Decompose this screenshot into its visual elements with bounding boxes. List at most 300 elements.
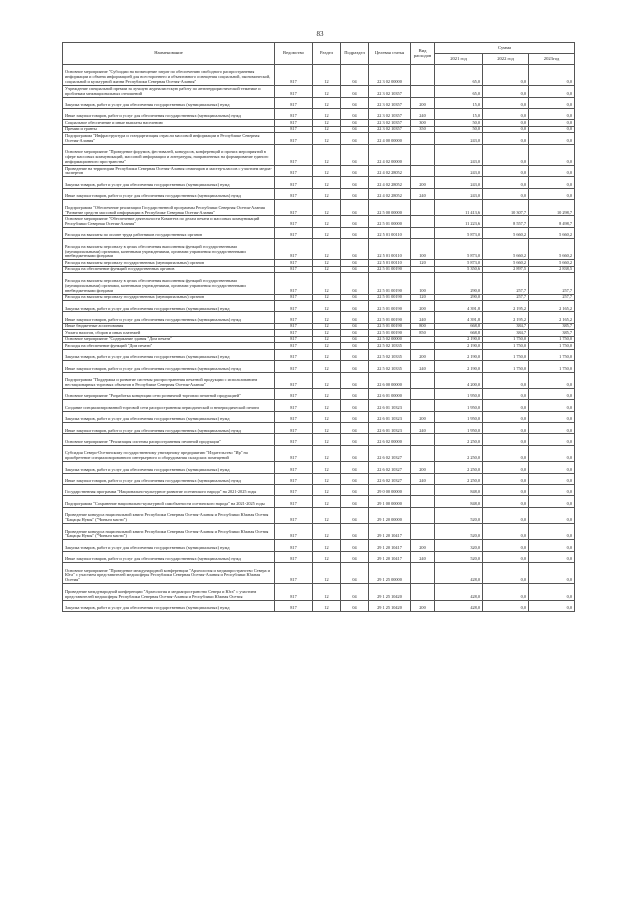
cell-subsection: 04 xyxy=(341,312,369,323)
cell-subsection: 04 xyxy=(341,126,369,133)
cell-expense-type xyxy=(411,584,435,600)
header-target: Целевая статья xyxy=(369,43,411,65)
cell-target: 22 5 02 10335 xyxy=(369,349,411,360)
cell-subsection: 04 xyxy=(341,120,369,127)
cell-section: 12 xyxy=(313,323,341,330)
cell-name: Закупка товаров, работ и услуг для обеспечения государственных (муниципальных) нужд xyxy=(63,349,275,360)
cell-target: 22 5 01 00110 xyxy=(369,260,411,267)
cell-department: 817 xyxy=(275,388,313,399)
cell-expense-type xyxy=(411,144,435,165)
cell-expense-type: 240 xyxy=(411,473,435,484)
cell-2023: 0,0 xyxy=(529,372,575,388)
cell-target: 29 1 20 00000 xyxy=(369,507,411,523)
cell-2021: 1 950,0 xyxy=(435,400,483,411)
cell-name: Подпрограмма "Обеспечение реализации Государственной программы Республики Северная Осетия-Алания "Развитие средств массовой информации в Республике Северная Осетия-Алания" xyxy=(63,200,275,216)
table-row xyxy=(63,372,575,388)
cell-name: Основное мероприятие "Реализация системы распространения печатной продукции" xyxy=(63,434,275,445)
cell-name: Подпрограмма "Сохранение национально-культурной самобытности осетинского народа" на 2021-2025 годы xyxy=(63,496,275,507)
cell-target: 22 5 01 00190 xyxy=(369,330,411,337)
cell-2022: 0,0 xyxy=(483,165,529,176)
cell-section: 12 xyxy=(313,411,341,422)
cell-section: 12 xyxy=(313,260,341,267)
cell-subsection: 04 xyxy=(341,372,369,388)
cell-2023: 0,0 xyxy=(529,144,575,165)
cell-2022: 0,0 xyxy=(483,445,529,461)
cell-expense-type xyxy=(411,200,435,216)
cell-department: 817 xyxy=(275,200,313,216)
cell-expense-type xyxy=(411,216,435,227)
cell-department: 817 xyxy=(275,216,313,227)
cell-name: Основное мероприятие "Обеспечение деятельности Комитета по делам печати и массовых коммуникаций Республики Северная Осетия-Алания" xyxy=(63,216,275,227)
table-row xyxy=(63,462,575,473)
cell-subsection: 04 xyxy=(341,524,369,540)
cell-2023: 1 750,0 xyxy=(529,361,575,372)
cell-target: 22 5 02 10335 xyxy=(369,343,411,350)
cell-2021: 15,0 xyxy=(435,108,483,119)
cell-2022: 0,0 xyxy=(483,65,529,86)
table-row xyxy=(63,86,575,97)
header-year-2022: 2022 год xyxy=(483,54,529,65)
cell-name: Иные бюджетные ассигнования xyxy=(63,323,275,330)
cell-section: 12 xyxy=(313,507,341,523)
table-row xyxy=(63,312,575,323)
cell-department: 817 xyxy=(275,227,313,238)
cell-section: 12 xyxy=(313,312,341,323)
cell-name: Субсидия Северо-Осетинскому государственному унитарному предприятию "Издательство "Ир" на приобретение специализированного интерьерного и оборудования складских помещений xyxy=(63,445,275,461)
header-expense-type: Вид расходов xyxy=(411,43,435,65)
cell-2022: 0,0 xyxy=(483,473,529,484)
cell-department: 817 xyxy=(275,294,313,301)
cell-expense-type: 120 xyxy=(411,260,435,267)
cell-subsection: 04 xyxy=(341,301,369,312)
cell-expense-type: 200 xyxy=(411,349,435,360)
cell-subsection: 04 xyxy=(341,239,369,260)
cell-section: 12 xyxy=(313,120,341,127)
cell-target: 22 5 01 00110 xyxy=(369,227,411,238)
cell-2022: 0,0 xyxy=(483,388,529,399)
cell-2021: 1 950,0 xyxy=(435,411,483,422)
cell-2023: 0,0 xyxy=(529,120,575,127)
cell-section: 12 xyxy=(313,540,341,551)
cell-target: 22 6 02 10327 xyxy=(369,462,411,473)
cell-2022: 0,0 xyxy=(483,86,529,97)
table-row xyxy=(63,551,575,562)
cell-expense-type xyxy=(411,388,435,399)
cell-target: 22 6 02 10327 xyxy=(369,445,411,461)
cell-subsection: 04 xyxy=(341,540,369,551)
cell-department: 817 xyxy=(275,86,313,97)
cell-expense-type: 200 xyxy=(411,301,435,312)
cell-section: 12 xyxy=(313,330,341,337)
cell-section: 12 xyxy=(313,462,341,473)
cell-name: Уплата налогов, сборов и иных платежей xyxy=(63,330,275,337)
cell-2022: 0,0 xyxy=(483,400,529,411)
cell-name: Подпрограмма "Поддержка и развитие системы распространения печатной продукции с использованием нестационарных торговых объектов в Республике Северная Осетия-Алания" xyxy=(63,372,275,388)
cell-department: 817 xyxy=(275,65,313,86)
cell-department: 817 xyxy=(275,336,313,343)
cell-name: Проведение на территории Республики Северная Осетия-Алания семинаров и мастер-классов с участием медиа-экспертов xyxy=(63,165,275,176)
cell-2023: 5 660,2 xyxy=(529,227,575,238)
cell-target: 22 6 01 10323 xyxy=(369,400,411,411)
cell-2021: 11 413,6 xyxy=(435,200,483,216)
cell-section: 12 xyxy=(313,388,341,399)
cell-name: Создание специализированной торговой сети распространения периодической и непериодической печати xyxy=(63,400,275,411)
cell-2022: 8 557,7 xyxy=(483,216,529,227)
cell-2022: 384,7 xyxy=(483,323,529,330)
cell-department: 817 xyxy=(275,301,313,312)
cell-2022: 257,7 xyxy=(483,273,529,294)
cell-subsection: 04 xyxy=(341,423,369,434)
cell-2021: 243,0 xyxy=(435,144,483,165)
cell-expense-type: 100 xyxy=(411,273,435,294)
cell-2022: 2 195,2 xyxy=(483,301,529,312)
cell-name: Иные закупки товаров, работ и услуг для обеспечения государственных (муниципальных) нужд xyxy=(63,188,275,199)
cell-2021: 65,0 xyxy=(435,86,483,97)
cell-subsection: 04 xyxy=(341,294,369,301)
cell-department: 817 xyxy=(275,551,313,562)
cell-2022: 0,0 xyxy=(483,108,529,119)
cell-department: 817 xyxy=(275,473,313,484)
cell-2021: 243,0 xyxy=(435,177,483,188)
cell-section: 12 xyxy=(313,551,341,562)
cell-2021: 848,0 xyxy=(435,484,483,495)
cell-2023: 0,0 xyxy=(529,188,575,199)
cell-2022: 257,7 xyxy=(483,294,529,301)
cell-expense-type: 240 xyxy=(411,551,435,562)
cell-target: 29 1 20 10417 xyxy=(369,551,411,562)
cell-2023: 0,0 xyxy=(529,434,575,445)
cell-target: 22 6 01 10323 xyxy=(369,423,411,434)
cell-department: 817 xyxy=(275,524,313,540)
table-row xyxy=(63,108,575,119)
cell-subsection: 04 xyxy=(341,86,369,97)
cell-target: 22 4 02 28052 xyxy=(369,188,411,199)
cell-subsection: 04 xyxy=(341,323,369,330)
table-row xyxy=(63,445,575,461)
cell-section: 12 xyxy=(313,361,341,372)
cell-2022: 0,0 xyxy=(483,600,529,611)
cell-target: 22 4 02 00000 xyxy=(369,144,411,165)
cell-2021: 290,0 xyxy=(435,294,483,301)
cell-name: Закупка товаров, работ и услуг для обеспечения государственных (муниципальных) нужд xyxy=(63,462,275,473)
cell-subsection: 04 xyxy=(341,273,369,294)
cell-2022: 1 750,0 xyxy=(483,361,529,372)
cell-name: Расходы на выплаты персоналу в целях обеспечения выполнения функций государственными (муниципальными) органами, казенными учреждениями, органами управления государственными внебюджетными фондами xyxy=(63,273,275,294)
cell-department: 817 xyxy=(275,496,313,507)
cell-expense-type: 100 xyxy=(411,239,435,260)
cell-expense-type: 200 xyxy=(411,411,435,422)
cell-2022: 384,7 xyxy=(483,330,529,337)
cell-2021: 428,0 xyxy=(435,600,483,611)
cell-2022: 10 307,7 xyxy=(483,200,529,216)
cell-name: Социальное обеспечение и иные выплаты населению xyxy=(63,120,275,127)
cell-expense-type xyxy=(411,524,435,540)
table-row xyxy=(63,434,575,445)
cell-section: 12 xyxy=(313,165,341,176)
cell-2023: 0,0 xyxy=(529,551,575,562)
cell-expense-type xyxy=(411,445,435,461)
cell-2022: 0,0 xyxy=(483,133,529,144)
cell-target: 22 5 02 10335 xyxy=(369,361,411,372)
cell-target: 29 1 25 10420 xyxy=(369,600,411,611)
cell-expense-type xyxy=(411,65,435,86)
cell-expense-type: 200 xyxy=(411,177,435,188)
cell-2021: 668,8 xyxy=(435,330,483,337)
table-row xyxy=(63,133,575,144)
cell-target: 22 5 01 00190 xyxy=(369,323,411,330)
cell-2022: 2 195,2 xyxy=(483,312,529,323)
cell-2023: 0,0 xyxy=(529,507,575,523)
cell-department: 817 xyxy=(275,144,313,165)
cell-2023: 0,0 xyxy=(529,97,575,108)
cell-subsection: 04 xyxy=(341,484,369,495)
cell-section: 12 xyxy=(313,188,341,199)
cell-2021: 520,0 xyxy=(435,524,483,540)
cell-target: 22 5 01 00190 xyxy=(369,294,411,301)
cell-2023: 2 165,2 xyxy=(529,312,575,323)
cell-name: Иные закупки товаров, работ и услуг для обеспечения государственных (муниципальных) нужд xyxy=(63,551,275,562)
table-row xyxy=(63,540,575,551)
cell-2023: 0,0 xyxy=(529,484,575,495)
cell-subsection: 04 xyxy=(341,266,369,273)
table-row xyxy=(63,227,575,238)
cell-target: 22 6 01 00000 xyxy=(369,388,411,399)
cell-name: Основное мероприятие "Разработка концепции сети розничной торговли печатной продукцией" xyxy=(63,388,275,399)
table-row xyxy=(63,507,575,523)
cell-section: 12 xyxy=(313,273,341,294)
cell-2022: 0,0 xyxy=(483,423,529,434)
cell-2023: 2 165,2 xyxy=(529,301,575,312)
table-row xyxy=(63,216,575,227)
cell-2022: 0,0 xyxy=(483,462,529,473)
table-row xyxy=(63,273,575,294)
cell-2023: 1 750,0 xyxy=(529,343,575,350)
cell-name: Основное мероприятие "Проведение форумов, фестивалей, конкурсов, конференций и прочих мероприятий в сфере массовых коммуникаций, массовой информации и литературы, направленных на формирование единого информационного пространства" xyxy=(63,144,275,165)
cell-expense-type xyxy=(411,86,435,97)
cell-section: 12 xyxy=(313,343,341,350)
cell-expense-type xyxy=(411,400,435,411)
cell-subsection: 04 xyxy=(341,434,369,445)
cell-2021: 4 391,8 xyxy=(435,301,483,312)
cell-department: 817 xyxy=(275,177,313,188)
cell-2023: 0,0 xyxy=(529,563,575,584)
table-row xyxy=(63,200,575,216)
table-row xyxy=(63,388,575,399)
cell-target: 22 5 01 00190 xyxy=(369,266,411,273)
cell-target: 29 1 25 10420 xyxy=(369,584,411,600)
cell-department: 817 xyxy=(275,372,313,388)
cell-subsection: 04 xyxy=(341,400,369,411)
table-row xyxy=(63,496,575,507)
cell-section: 12 xyxy=(313,216,341,227)
cell-section: 12 xyxy=(313,349,341,360)
cell-subsection: 04 xyxy=(341,200,369,216)
cell-expense-type: 200 xyxy=(411,540,435,551)
cell-subsection: 04 xyxy=(341,216,369,227)
table-row xyxy=(63,239,575,260)
cell-department: 817 xyxy=(275,266,313,273)
cell-department: 817 xyxy=(275,239,313,260)
table-row xyxy=(63,177,575,188)
cell-name: Проведение международной конференции "Археология и медиапространство Севера и Юга" с участием представителей медиасферы Республики Северная Осетия-Алания и Республики Южная Осетия xyxy=(63,584,275,600)
cell-2021: 2 190,0 xyxy=(435,349,483,360)
cell-section: 12 xyxy=(313,496,341,507)
table-row xyxy=(63,400,575,411)
cell-department: 817 xyxy=(275,120,313,127)
cell-2021: 2 250,0 xyxy=(435,445,483,461)
cell-department: 817 xyxy=(275,165,313,176)
cell-subsection: 04 xyxy=(341,551,369,562)
cell-2021: 2 190,0 xyxy=(435,361,483,372)
table-row xyxy=(63,97,575,108)
cell-section: 12 xyxy=(313,144,341,165)
cell-2023: 5 660,2 xyxy=(529,260,575,267)
cell-department: 817 xyxy=(275,411,313,422)
cell-name: Основное мероприятие "Проведение международной конференции "Археология и медиапространство Севера и Юга" с участием представителей медиасферы Республики Северная Осетия-Алания и Республики Южная Осетия" xyxy=(63,563,275,584)
cell-2023: 5 660,2 xyxy=(529,239,575,260)
cell-subsection: 04 xyxy=(341,445,369,461)
cell-target: 22 5 01 00000 xyxy=(369,216,411,227)
cell-target: 22 6 02 10327 xyxy=(369,473,411,484)
table-row xyxy=(63,423,575,434)
cell-department: 817 xyxy=(275,133,313,144)
cell-2021: 320,0 xyxy=(435,540,483,551)
cell-section: 12 xyxy=(313,294,341,301)
cell-target: 22 5 01 00190 xyxy=(369,312,411,323)
cell-target: 22 4 02 28052 xyxy=(369,177,411,188)
cell-2022: 1 750,0 xyxy=(483,349,529,360)
table-row xyxy=(63,524,575,540)
cell-2023: 0,0 xyxy=(529,177,575,188)
cell-name: Закупка товаров, работ и услуг для обеспечения государственных (муниципальных) нужд xyxy=(63,177,275,188)
cell-target: 29 1 00 00000 xyxy=(369,496,411,507)
cell-department: 817 xyxy=(275,423,313,434)
cell-2022: 5 660,2 xyxy=(483,260,529,267)
cell-2021: 4 200,0 xyxy=(435,372,483,388)
cell-2021: 15,0 xyxy=(435,97,483,108)
cell-department: 817 xyxy=(275,330,313,337)
cell-expense-type: 300 xyxy=(411,120,435,127)
cell-expense-type xyxy=(411,563,435,584)
cell-name: Закупка товаров, работ и услуг для обеспечения государственных (муниципальных) нужд xyxy=(63,97,275,108)
cell-expense-type xyxy=(411,165,435,176)
cell-name: Закупка товаров, работ и услуг для обеспечения государственных (муниципальных) нужд xyxy=(63,301,275,312)
cell-2023: 0,0 xyxy=(529,496,575,507)
table-row xyxy=(63,65,575,86)
cell-2022: 0,0 xyxy=(483,126,529,133)
cell-2022: 0,0 xyxy=(483,551,529,562)
cell-target: 22 3 02 10357 xyxy=(369,97,411,108)
cell-2021: 1 950,0 xyxy=(435,423,483,434)
cell-expense-type: 200 xyxy=(411,462,435,473)
cell-2023: 0,0 xyxy=(529,108,575,119)
cell-department: 817 xyxy=(275,323,313,330)
cell-subsection: 04 xyxy=(341,108,369,119)
cell-subsection: 04 xyxy=(341,144,369,165)
cell-subsection: 04 xyxy=(341,473,369,484)
cell-name: Расходы на выплаты персоналу государственных (муниципальных) органов xyxy=(63,260,275,267)
cell-section: 12 xyxy=(313,372,341,388)
cell-subsection: 04 xyxy=(341,507,369,523)
cell-department: 817 xyxy=(275,600,313,611)
cell-name: Государственная программа "Национально-культурное развитие осетинского народа" на 2021-2025 годы xyxy=(63,484,275,495)
cell-target: 22 3 02 10357 xyxy=(369,108,411,119)
cell-2023: 8 498,7 xyxy=(529,216,575,227)
cell-subsection: 04 xyxy=(341,496,369,507)
cell-name: Иные закупки товаров, работ и услуг для обеспечения государственных (муниципальных) нужд xyxy=(63,312,275,323)
cell-2021: 2 250,0 xyxy=(435,462,483,473)
cell-section: 12 xyxy=(313,177,341,188)
cell-section: 12 xyxy=(313,239,341,260)
cell-department: 817 xyxy=(275,462,313,473)
cell-section: 12 xyxy=(313,301,341,312)
cell-2023: 0,0 xyxy=(529,445,575,461)
cell-2021: 428,0 xyxy=(435,584,483,600)
cell-section: 12 xyxy=(313,200,341,216)
cell-subsection: 04 xyxy=(341,600,369,611)
cell-section: 12 xyxy=(313,445,341,461)
header-section: Раздел xyxy=(313,43,341,65)
cell-expense-type xyxy=(411,496,435,507)
table-row xyxy=(63,563,575,584)
cell-2021: 5 873,0 xyxy=(435,227,483,238)
table-row xyxy=(63,484,575,495)
budget-table xyxy=(62,42,575,612)
cell-subsection: 04 xyxy=(341,330,369,337)
cell-section: 12 xyxy=(313,484,341,495)
cell-2021: 4 391,8 xyxy=(435,312,483,323)
table-row xyxy=(63,301,575,312)
cell-2021: 848,0 xyxy=(435,496,483,507)
cell-2023: 0,0 xyxy=(529,165,575,176)
cell-2021: 5 873,0 xyxy=(435,239,483,260)
cell-target: 22 5 00 00000 xyxy=(369,200,411,216)
cell-2021: 243,0 xyxy=(435,165,483,176)
cell-target: 22 6 00 00000 xyxy=(369,372,411,388)
cell-target: 29 1 20 10417 xyxy=(369,524,411,540)
cell-target: 22 3 02 10357 xyxy=(369,86,411,97)
cell-2022: 0,0 xyxy=(483,540,529,551)
cell-2022: 5 660,2 xyxy=(483,227,529,238)
cell-name: Расходы на обеспечение функций "Дом печати" xyxy=(63,343,275,350)
cell-expense-type: 350 xyxy=(411,126,435,133)
cell-2021: 5 350,6 xyxy=(435,266,483,273)
cell-2023: 0,0 xyxy=(529,584,575,600)
cell-section: 12 xyxy=(313,97,341,108)
cell-department: 817 xyxy=(275,540,313,551)
cell-department: 817 xyxy=(275,434,313,445)
cell-2023: 0,0 xyxy=(529,388,575,399)
cell-subsection: 04 xyxy=(341,165,369,176)
cell-2023: 1 750,0 xyxy=(529,349,575,360)
cell-subsection: 04 xyxy=(341,97,369,108)
table-row xyxy=(63,600,575,611)
cell-expense-type: 120 xyxy=(411,294,435,301)
cell-name: Расходы на обеспечение функций государственных органов xyxy=(63,266,275,273)
cell-section: 12 xyxy=(313,524,341,540)
cell-target: 22 5 01 00110 xyxy=(369,239,411,260)
cell-expense-type: 240 xyxy=(411,312,435,323)
cell-subsection: 04 xyxy=(341,188,369,199)
cell-2023: 0,0 xyxy=(529,600,575,611)
header-department: Ведомство xyxy=(275,43,313,65)
cell-name: Проведение конкурса национальной книги Республики Северная Осетия-Алания и Республики Южная Осетия "Бацацы Нумы" ("Чиньги масти") xyxy=(63,524,275,540)
header-year-2023: 2023год xyxy=(529,54,575,65)
table-row xyxy=(63,165,575,176)
header-sum: Сумма xyxy=(435,43,575,54)
cell-2021: 50,0 xyxy=(435,126,483,133)
cell-name: Иные закупки товаров, работ и услуг для обеспечения государственных (муниципальных) нужд xyxy=(63,473,275,484)
